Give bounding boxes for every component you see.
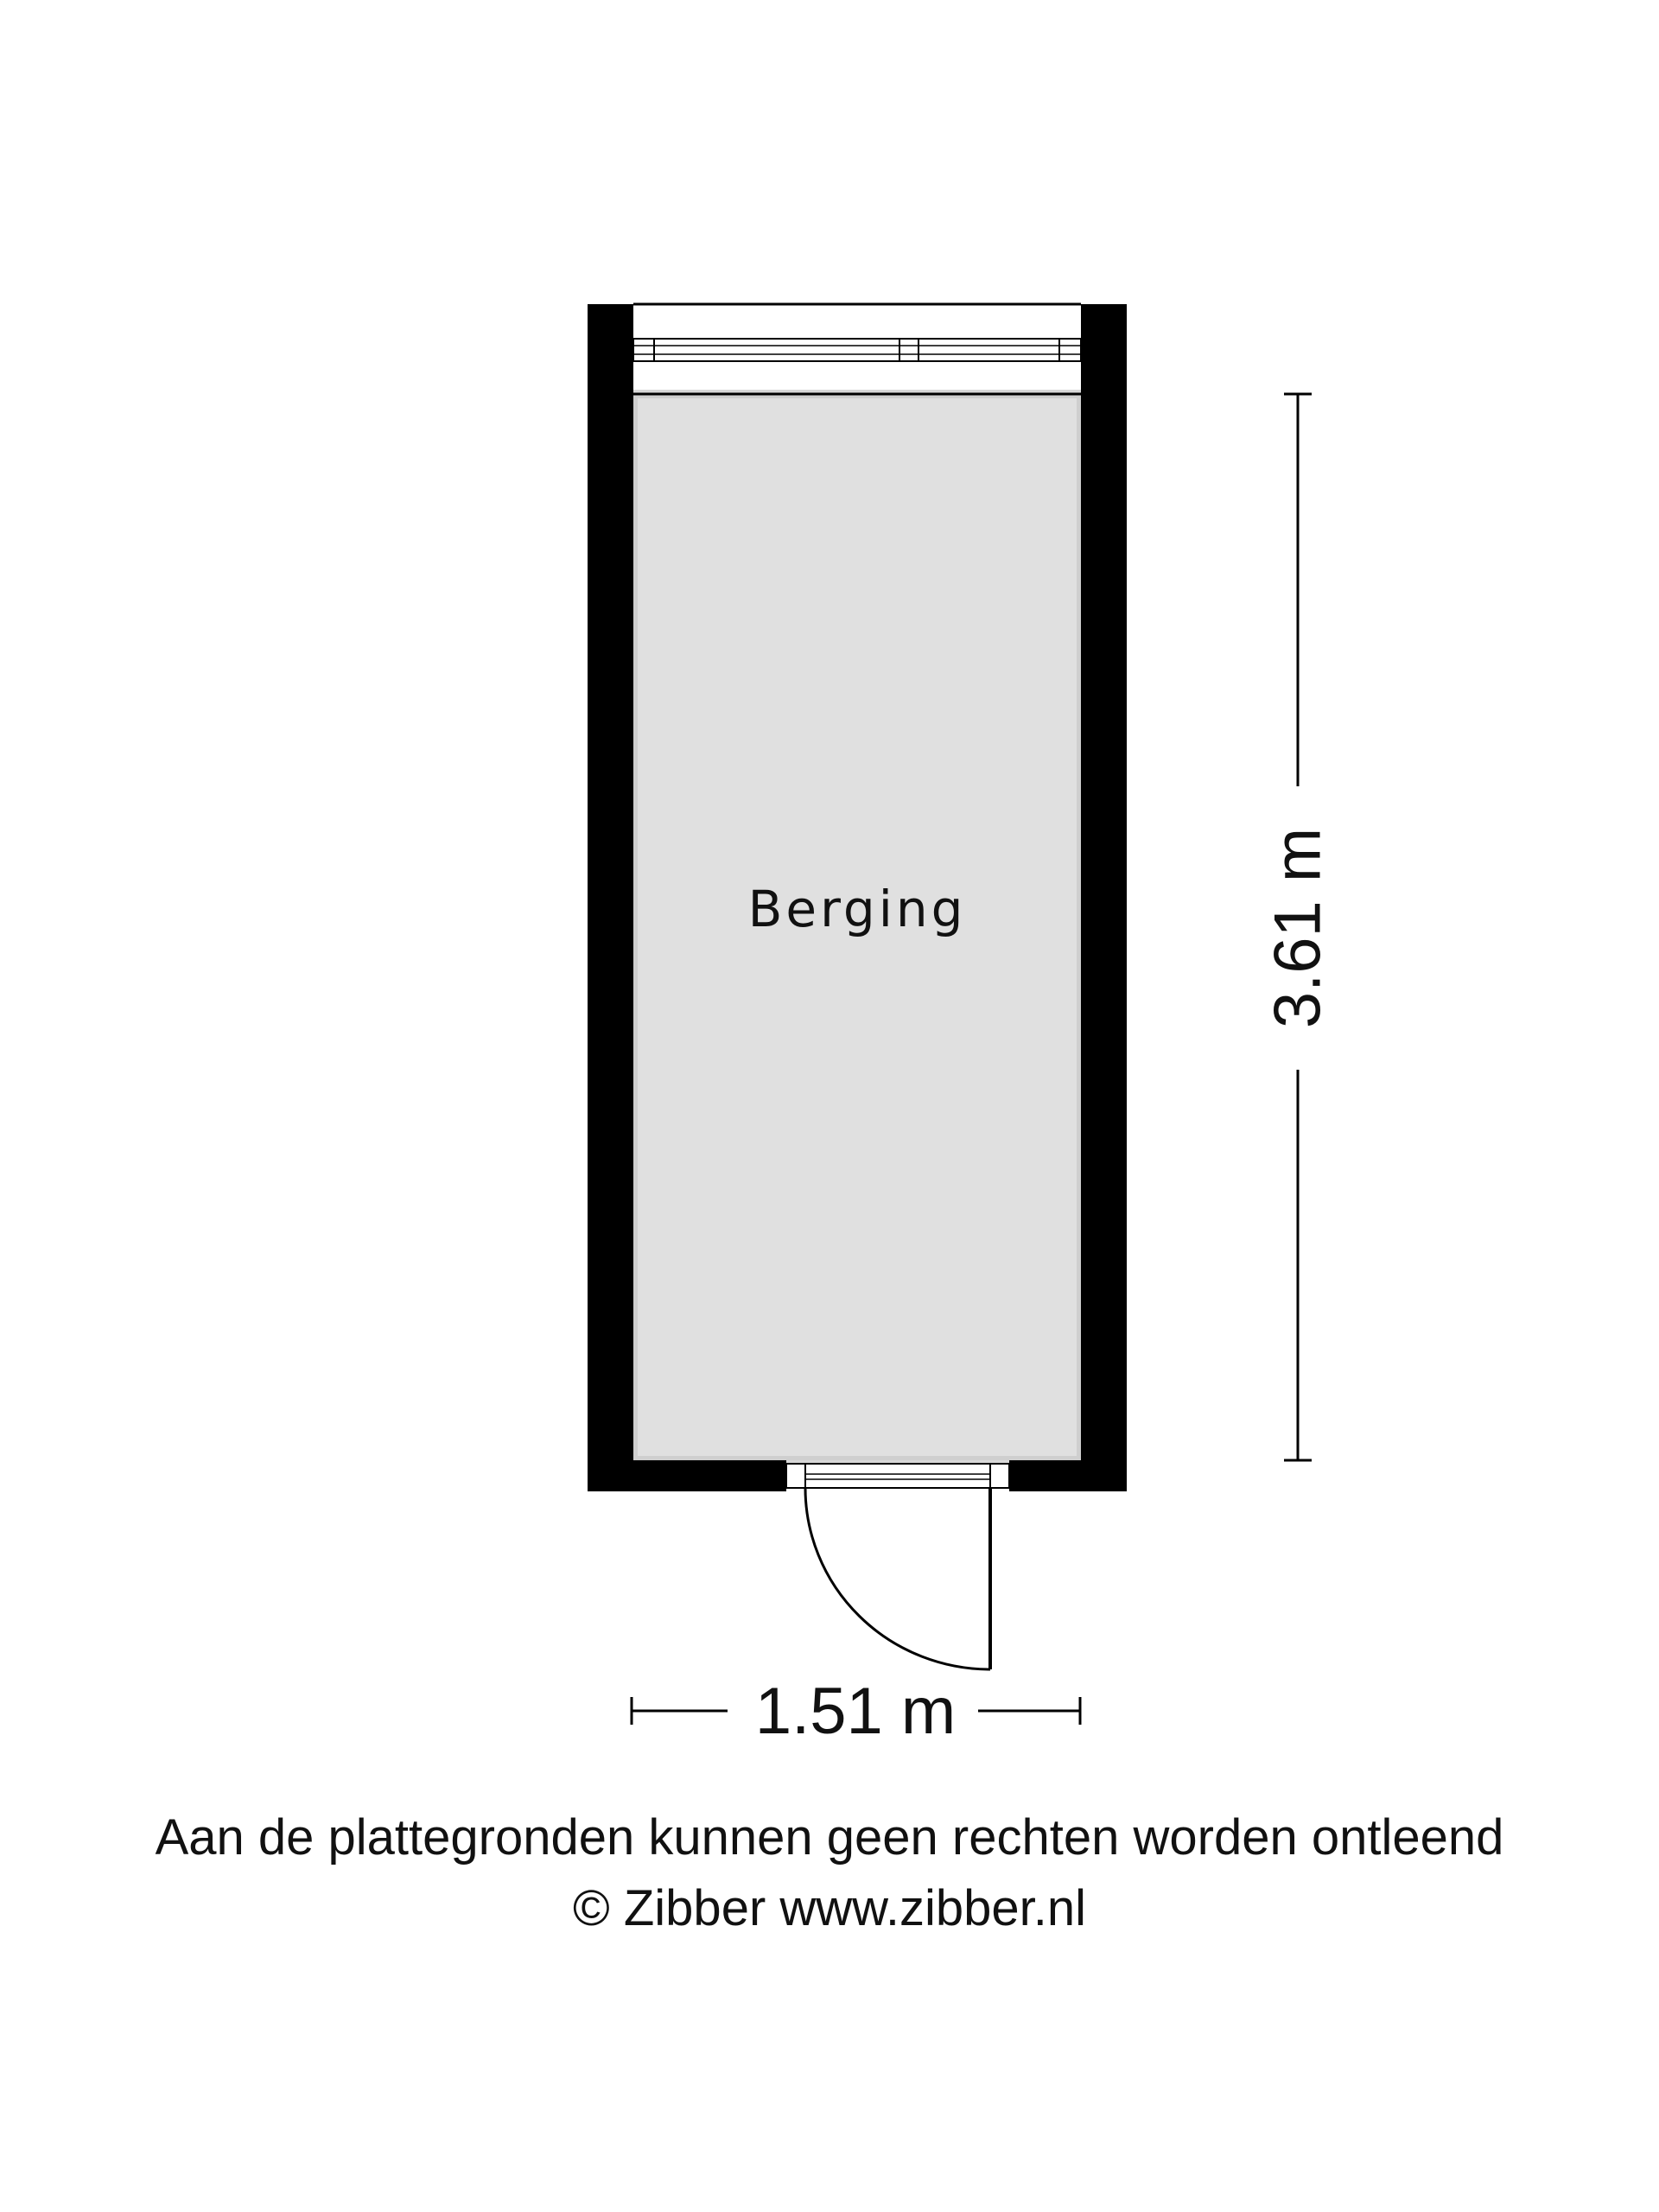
window bbox=[633, 304, 1081, 394]
width-dimension bbox=[632, 1675, 1080, 1748]
left-wall bbox=[588, 304, 633, 1491]
bottom-wall-right bbox=[1009, 1460, 1127, 1491]
right-wall bbox=[1081, 304, 1127, 1491]
bottom-wall-left bbox=[588, 1460, 786, 1491]
disclaimer-text: Aan de plattegronden kunnen geen rechten worden ontleend bbox=[155, 1809, 1504, 1866]
door bbox=[786, 1464, 1009, 1669]
room-label: Berging bbox=[747, 880, 967, 938]
depth-label: 3.61 m bbox=[1261, 827, 1335, 1029]
width-label: 1.51 m bbox=[754, 1675, 957, 1748]
depth-dimension bbox=[1262, 394, 1335, 1460]
copyright-text: © Zibber www.zibber.nl bbox=[573, 1880, 1086, 1936]
door-swing-arc bbox=[805, 1488, 990, 1669]
